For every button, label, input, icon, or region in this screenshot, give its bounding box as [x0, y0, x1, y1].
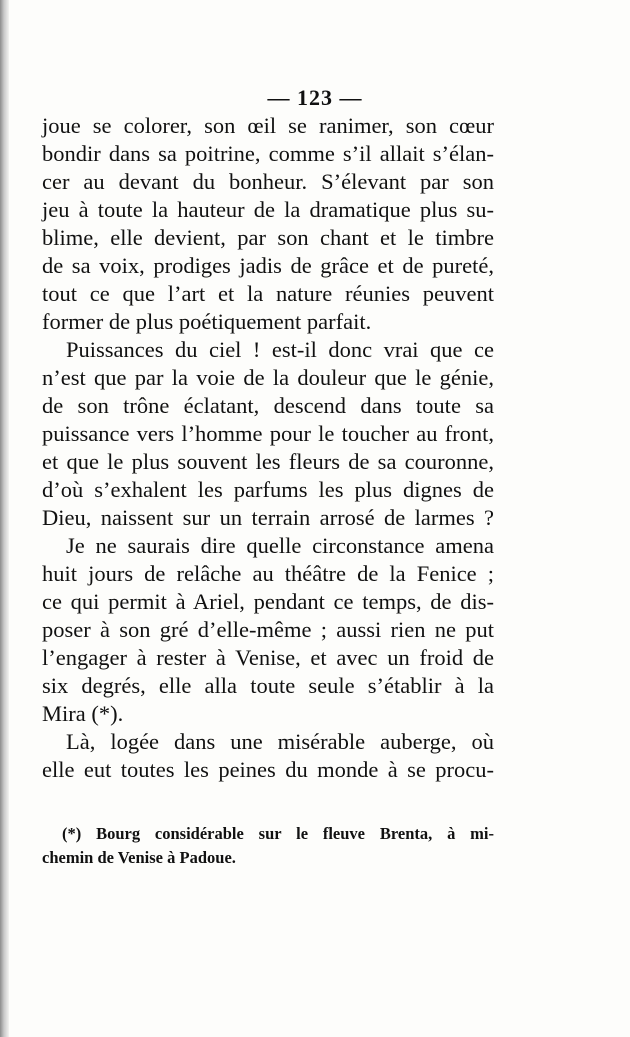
text-line: poser à son gré d’elle-même ; aussi rien ne put [42, 617, 494, 642]
text-line: puissance vers l’homme pour le toucher au front, [42, 421, 494, 446]
text-line: ce qui permit à Ariel, pendant ce temps, de dis- [42, 589, 494, 614]
text-line: jeu à toute la hauteur de la dramatique plus su- [42, 197, 494, 222]
text-line: de son trône éclatant, descend dans toute sa [42, 393, 494, 418]
text-line: blime, elle devient, par son chant et le timbre [42, 225, 494, 250]
text-line: Là, logée dans une misérable auberge, où [66, 729, 494, 754]
body-text [42, 112, 494, 784]
page-binding-edge [0, 0, 9, 1037]
text-line: elle eut toutes les peines du monde à se procu- [42, 757, 494, 782]
text-line: joue se colorer, son œil se ranimer, son cœur [42, 113, 494, 138]
text-line: former de plus poétiquement parfait. [42, 309, 372, 334]
footnote-line: (*) Bourg considérable sur le fleuve Brenta, à mi- [62, 824, 494, 843]
text-line: n’est que par la voie de la douleur que le génie, [42, 365, 494, 390]
text-line: Dieu, naissent sur un terrain arrosé de larmes ? [42, 505, 494, 530]
text-line: huit jours de relâche au théâtre de la Fenice ; [42, 561, 494, 586]
text-line: de sa voix, prodiges jadis de grâce et de pureté, [42, 253, 494, 278]
text-line: d’où s’exhalent les parfums les plus dignes de [42, 477, 494, 502]
footnote-line: chemin de Venise à Padoue. [42, 848, 236, 867]
text-line: Mira (*). [42, 701, 124, 726]
text-line: Puissances du ciel ! est-il donc vrai que ce [66, 337, 494, 362]
text-line: Je ne saurais dire quelle circonstance amena [66, 533, 494, 558]
text-line: cer au devant du bonheur. S’élevant par son [42, 169, 494, 194]
text-line: six degrés, elle alla toute seule s’établir à la [42, 673, 494, 698]
footnote [42, 822, 494, 870]
text-line: l’engager à rester à Venise, et avec un froid de [42, 645, 494, 670]
page-number: — 123 — [267, 85, 363, 110]
text-line: et que le plus souvent les fleurs de sa couronne, [42, 449, 494, 474]
text-line: bondir dans sa poitrine, comme s’il allait s’élan- [42, 141, 494, 166]
text-line: tout ce que l’art et la nature réunies peuvent [42, 281, 494, 306]
